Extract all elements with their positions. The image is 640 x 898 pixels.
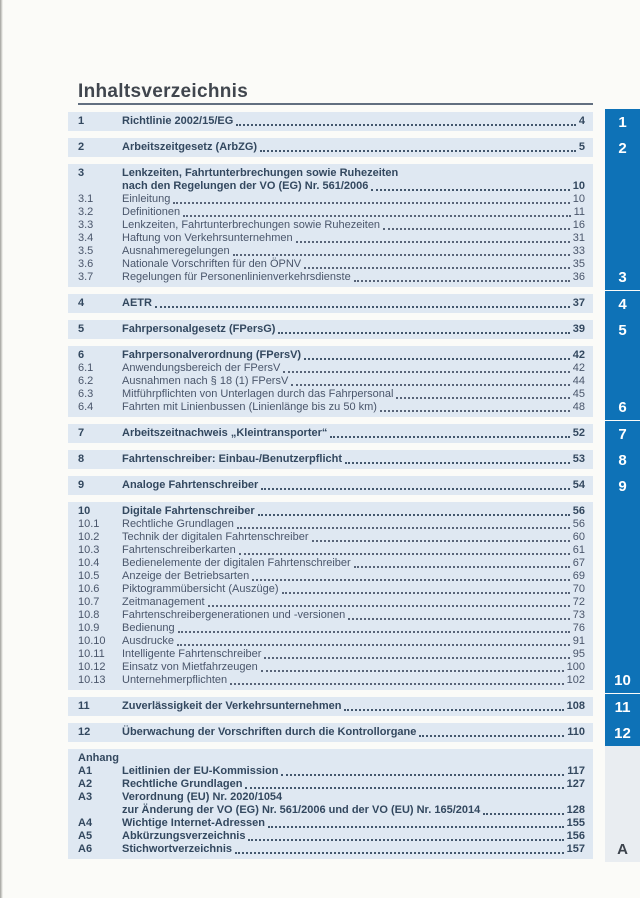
toc-row [78, 622, 585, 635]
dot-leader [380, 410, 570, 412]
row-page: 127 [566, 778, 585, 790]
tab-label: 3 [618, 269, 627, 286]
row-page: 73 [572, 609, 585, 621]
row-page: 69 [572, 570, 585, 582]
dot-leader [283, 371, 569, 373]
row-title: Bedienung [122, 622, 175, 634]
toc-row [78, 830, 585, 843]
row-page: 128 [566, 804, 585, 816]
dot-leader [291, 384, 569, 386]
row-page: 16 [572, 219, 585, 231]
section-tab-1 [605, 109, 640, 135]
toc-row [78, 479, 585, 492]
row-title: Rechtliche Grundlagen [122, 518, 234, 530]
row-page: 117 [567, 765, 585, 777]
toc [68, 112, 631, 859]
row-title: Definitionen [122, 206, 181, 218]
row-title: Einsatz von Mietfahrzeugen [122, 661, 258, 673]
row-number: 10.11 [78, 648, 105, 660]
row-page: 44 [572, 375, 585, 387]
toc-section [68, 749, 628, 859]
section-tab-7 [605, 421, 640, 447]
section-tab-10 [605, 499, 640, 693]
row-page: 56 [572, 505, 585, 517]
section-tab-A [605, 746, 640, 862]
toc-block [68, 723, 593, 742]
row-number: A5 [78, 830, 93, 842]
toc-row [78, 609, 585, 622]
dot-leader [208, 605, 570, 607]
row-title: Wichtige Internet-Adressen [122, 817, 265, 829]
toc-row [78, 193, 585, 206]
toc-row [78, 219, 585, 232]
toc-row [78, 596, 585, 609]
tab-label: 1 [618, 113, 627, 131]
tab-label: 7 [618, 425, 627, 443]
tab-label: 2 [618, 139, 627, 157]
row-number: 10.1 [78, 518, 100, 530]
row-title: Lenkzeiten, Fahrtunterbrechungen sowie Ruhezeiten [122, 167, 399, 179]
toc-row [78, 817, 585, 830]
dot-leader [419, 735, 564, 737]
toc-block [68, 138, 593, 157]
row-title: Arbeitszeitnachweis „Kleintransporter“ [122, 427, 328, 439]
toc-section [68, 697, 631, 716]
toc-section [68, 164, 627, 287]
row-page: 70 [572, 583, 585, 595]
row-title: Haftung von Verkehrsunternehmen [122, 232, 293, 244]
row-number: 3.1 [78, 193, 94, 205]
dot-leader [260, 150, 576, 152]
row-number: 5 [78, 323, 85, 335]
row-title: Fahrtenschreibergenerationen und -versionen [122, 609, 346, 621]
dot-leader [236, 124, 576, 126]
toc-row [78, 232, 585, 245]
row-title: Bedienelemente der digitalen Fahrtenschreiber [122, 557, 351, 569]
tab-label: A [617, 841, 628, 858]
row-title: Arbeitszeitgesetz (ArbZG) [122, 141, 258, 153]
toc-row [78, 531, 585, 544]
row-number: 10.12 [78, 661, 106, 673]
row-title: Richtlinie 2002/15/EG [122, 115, 234, 127]
dot-leader [264, 657, 569, 659]
row-title: Fahrpersonalverordnung (FPersV) [122, 349, 302, 361]
toc-row [78, 206, 585, 219]
row-title: Unternehmerpflichten [122, 674, 228, 686]
row-page: 100 [566, 661, 585, 673]
toc-block [68, 112, 593, 131]
row-title: Technik der digitalen Fahrtenschreiber [122, 531, 309, 543]
row-filler [398, 167, 585, 180]
toc-block [68, 476, 593, 495]
dot-leader [237, 527, 570, 529]
row-title: zur Änderung der VO (EG) Nr. 561/2006 und der VO (EU) Nr. 165/2014 [122, 804, 481, 816]
row-page: 76 [572, 622, 585, 634]
row-title: Lenkzeiten, Fahrtunterbrechungen sowie Ruhezeiten [122, 219, 381, 231]
row-title: Abkürzungsverzeichnis [122, 830, 246, 842]
row-page: 45 [572, 388, 585, 400]
dot-leader [178, 631, 570, 633]
row-title: Piktogrammübersicht (Auszüge) [122, 583, 279, 595]
toc-row [78, 362, 585, 375]
dot-leader [239, 553, 570, 555]
dot-leader [258, 514, 570, 516]
row-title: Fahrpersonalgesetz (FPersG) [122, 323, 276, 335]
dot-leader [183, 215, 570, 217]
toc-block [68, 424, 593, 443]
row-page: 10 [572, 193, 585, 205]
toc-section [68, 112, 627, 131]
row-title: Regelungen für Personenlinienverkehrsdienste [122, 271, 351, 283]
toc-row [78, 765, 585, 778]
row-title: Mitführpflichten von Unterlagen durch das Fahrpersonal [122, 388, 394, 400]
row-number: A6 [78, 843, 93, 855]
row-page: 108 [566, 700, 585, 712]
toc-block [68, 697, 593, 716]
toc-row [78, 752, 585, 765]
toc-section [68, 346, 627, 417]
row-title: Fahrten mit Linienbussen (Linienlänge bis zu 50 km) [122, 401, 377, 413]
toc-section [68, 424, 627, 443]
row-number: 4 [78, 297, 85, 309]
row-title: Zeitmanagement [122, 596, 205, 608]
row-number: 3.3 [78, 219, 94, 231]
toc-row [78, 700, 585, 713]
toc-row [78, 297, 585, 310]
section-tab-11 [605, 694, 640, 720]
section-tab-12 [605, 720, 640, 746]
row-title: Anwendungsbereich der FPersV [122, 362, 281, 374]
row-page: 48 [572, 401, 585, 413]
row-page: 155 [566, 817, 585, 829]
dot-leader [371, 189, 569, 191]
dot-leader [354, 566, 570, 568]
row-number: 6.3 [78, 388, 94, 400]
tab-label: 9 [618, 477, 627, 495]
dot-leader [304, 358, 570, 360]
row-page: 95 [572, 648, 585, 660]
dot-leader [348, 618, 570, 620]
toc-row [78, 349, 585, 362]
dot-leader [383, 228, 570, 230]
dot-leader [296, 241, 570, 243]
dot-leader [177, 644, 570, 646]
row-page: 11 [573, 206, 585, 218]
toc-row [78, 258, 585, 271]
toc-row [78, 453, 585, 466]
toc-row [78, 570, 585, 583]
dot-leader [252, 579, 570, 581]
row-number [78, 804, 122, 817]
toc-block [68, 294, 593, 313]
row-title: Analoge Fahrtenschreiber [122, 479, 259, 491]
toc-row [78, 583, 585, 596]
toc-section [68, 450, 627, 469]
row-number [78, 180, 122, 193]
dot-leader [345, 462, 570, 464]
row-title: Verordnung (EU) Nr. 2020/1054 [122, 791, 283, 803]
row-title: Ausnahmeregelungen [122, 245, 230, 257]
row-page: 53 [572, 453, 585, 465]
section-tab-2 [605, 135, 640, 161]
row-page: 36 [572, 271, 585, 283]
row-number: A3 [78, 791, 93, 803]
row-title: Intelligente Fahrtenschreiber [122, 648, 262, 660]
row-page: 110 [567, 726, 585, 738]
row-title: Ausnahmen nach § 18 (1) FPersV [122, 375, 289, 387]
row-number: A1 [78, 765, 93, 777]
row-page: 91 [572, 635, 585, 647]
row-page: 5 [578, 141, 585, 153]
row-number: 10.6 [78, 583, 100, 595]
dot-leader [230, 683, 563, 685]
row-filler [282, 791, 585, 804]
row-number: 9 [78, 479, 85, 491]
row-page: 61 [572, 544, 585, 556]
row-number: 12 [78, 726, 91, 738]
row-title: Digitale Fahrtenschreiber [122, 505, 255, 517]
toc-row [78, 791, 585, 804]
toc-row [78, 544, 585, 557]
row-number: 3.6 [78, 258, 94, 270]
toc-section [68, 138, 627, 157]
row-page: 39 [572, 323, 585, 335]
toc-block [68, 164, 593, 287]
row-number: 11 [78, 700, 90, 712]
row-number: 7 [78, 427, 85, 439]
row-number: 10.10 [78, 635, 106, 647]
row-page: 33 [572, 245, 585, 257]
row-number: 6 [78, 349, 85, 361]
row-title: AETR [122, 297, 152, 309]
toc-row [78, 427, 585, 440]
dot-leader [483, 813, 563, 815]
row-number: 3.4 [78, 232, 94, 244]
dot-leader [233, 254, 570, 256]
row-page: 67 [572, 557, 585, 569]
dot-leader [155, 306, 570, 308]
dot-leader [282, 592, 570, 594]
toc-row [78, 375, 585, 388]
row-number: 10 [78, 505, 91, 517]
row-title: Einleitung [122, 193, 171, 205]
row-page: 37 [572, 297, 585, 309]
row-number: 6.4 [78, 401, 94, 413]
dot-leader [312, 540, 570, 542]
toc-row [78, 388, 585, 401]
row-title: Fahrtenschreiber: Einbau-/Benutzerpflicht [122, 453, 343, 465]
row-title: Leitlinien der EU-Kommission [122, 765, 279, 777]
dot-leader [173, 202, 569, 204]
row-page: 72 [572, 596, 585, 608]
toc-section [68, 320, 627, 339]
section-tab-4 [605, 291, 640, 317]
row-page: 60 [572, 531, 585, 543]
dot-leader [278, 332, 569, 334]
toc-row [78, 557, 585, 570]
row-number: 3.5 [78, 245, 94, 257]
row-number: 3.2 [78, 206, 94, 218]
dot-leader [268, 826, 564, 828]
toc-row [78, 635, 585, 648]
row-page: 42 [572, 362, 585, 374]
toc-row [78, 167, 585, 180]
row-page: 54 [572, 479, 585, 491]
toc-section [68, 294, 627, 313]
dot-leader [344, 709, 563, 711]
section-tab-3 [605, 161, 640, 290]
toc-block [68, 502, 593, 690]
section-tab-9 [605, 473, 640, 499]
page-title: Inhaltsverzeichnis [78, 81, 249, 102]
row-page: 102 [566, 674, 585, 686]
row-page: 156 [566, 830, 585, 842]
tab-label: 8 [618, 451, 627, 469]
toc-row [78, 141, 585, 154]
dot-leader [235, 852, 564, 854]
toc-row [78, 804, 585, 817]
row-page: 10 [572, 180, 585, 192]
dot-leader [248, 839, 563, 841]
row-title: Ausdrucke [122, 635, 174, 647]
tab-label: 10 [614, 672, 631, 689]
row-number: Anhang [78, 752, 119, 764]
row-title: Fahrtenschreiberkarten [122, 544, 236, 556]
row-page: 52 [572, 427, 585, 439]
row-title: Zuverlässigkeit der Verkehrsunternehmen [122, 700, 342, 712]
row-title: Überwachung der Vorschriften durch die Kontrollorgane [122, 726, 417, 738]
toc-row [78, 323, 585, 336]
toc-row [78, 115, 585, 128]
section-tab-5 [605, 317, 640, 343]
toc-row [78, 401, 585, 414]
toc-row [78, 726, 585, 739]
row-page: 31 [572, 232, 585, 244]
row-number: 1 [78, 115, 85, 127]
row-number: 10.7 [78, 596, 100, 608]
section-tab-8 [605, 447, 640, 473]
toc-block [68, 450, 593, 469]
row-number: 6.2 [78, 375, 94, 387]
toc-section [68, 502, 631, 690]
row-number: A2 [78, 778, 93, 790]
toc-row [78, 180, 585, 193]
tab-label: 11 [614, 698, 631, 716]
row-filler [122, 752, 585, 765]
toc-block [68, 346, 593, 417]
toc-content [68, 81, 631, 866]
row-number: A4 [78, 817, 93, 829]
row-number: 3.7 [78, 271, 94, 283]
dot-leader [396, 397, 569, 399]
row-number: 10.4 [78, 557, 100, 569]
section-tab-6 [605, 343, 640, 420]
row-page: 42 [572, 349, 585, 361]
toc-row [78, 245, 585, 258]
toc-row [78, 648, 585, 661]
row-title: Anzeige der Betriebsarten [122, 570, 250, 582]
row-number: 3 [78, 167, 85, 179]
toc-row [78, 778, 585, 791]
toc-block [68, 320, 593, 339]
row-number: 6.1 [78, 362, 94, 374]
row-number: 2 [78, 141, 85, 153]
dot-leader [245, 787, 563, 789]
row-number: 10.2 [78, 531, 100, 543]
tab-label: 4 [618, 295, 627, 313]
dot-leader [354, 280, 570, 282]
toc-row [78, 843, 585, 856]
row-title: nach den Regelungen der VO (EG) Nr. 561/2006 [122, 180, 369, 192]
dot-leader [261, 488, 569, 490]
row-number: 8 [78, 453, 85, 465]
row-page: 35 [572, 258, 585, 270]
row-page: 4 [578, 115, 585, 127]
row-number: 10.9 [78, 622, 100, 634]
title-rule [78, 103, 593, 105]
row-page: 157 [566, 843, 585, 855]
dot-leader [330, 436, 569, 438]
toc-row [78, 505, 585, 518]
toc-row [78, 271, 585, 284]
tab-label: 12 [614, 724, 631, 742]
row-number: 10.13 [78, 674, 106, 686]
toc-row [78, 661, 585, 674]
row-number: 10.3 [78, 544, 100, 556]
toc-row [78, 518, 585, 531]
toc-section [68, 723, 631, 742]
scan-edge-shadow [0, 0, 3, 898]
dot-leader [261, 670, 564, 672]
row-number: 10.5 [78, 570, 100, 582]
toc-block [68, 749, 593, 859]
row-title: Stichwortverzeichnis [122, 843, 233, 855]
row-page: 56 [572, 518, 585, 530]
tab-label: 5 [618, 321, 627, 339]
dot-leader [304, 267, 570, 269]
toc-section [68, 476, 627, 495]
toc-row [78, 674, 585, 687]
row-title: Nationale Vorschriften für den ÖPNV [122, 258, 302, 270]
row-title: Rechtliche Grundlagen [122, 778, 243, 790]
row-number: 10.8 [78, 609, 100, 621]
tab-label: 6 [618, 399, 627, 416]
dot-leader [281, 774, 564, 776]
